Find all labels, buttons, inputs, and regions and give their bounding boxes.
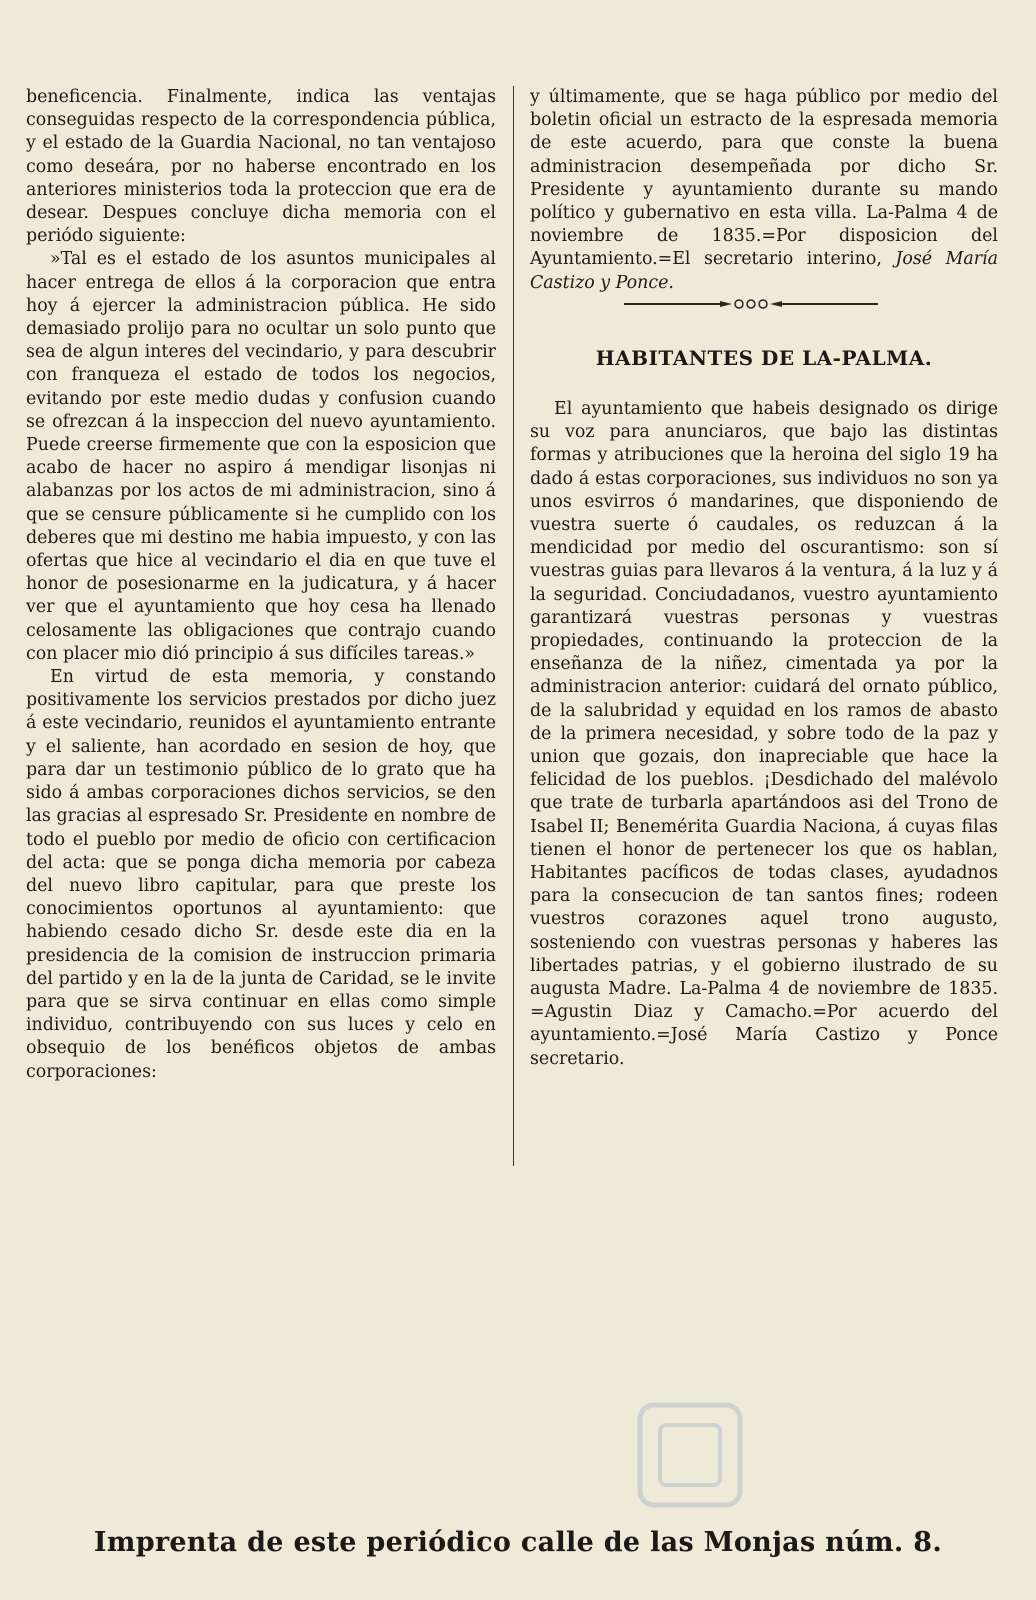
printer-footer: Imprenta de este periódico calle de las Monjas núm. 8. (93, 1527, 943, 1558)
column-divider (513, 86, 514, 1166)
section-heading: HABITANTES DE LA-PALMA. (595, 346, 933, 370)
right-paragraph-1-text: y últimamente, que se haga público por medio del boletin oficial un estracto de la espresada memoria de este acuerdo, para que conste la buena administracion desempeñada por dicho Sr. Presidente y ayuntamiento durante su mando político y gubernativo en esta villa. La-Palma 4 de noviembre de 1835.=Por disposicion del Ayuntamiento.=El secretario interino, (530, 87, 998, 270)
left-paragraph-1: beneficencia. Finalmente, indica las ventajas conseguidas respecto de la correspondencia pública, y el estado de la Guardia Nacional, no tan ventajoso como deseára, por no haberse encontrado en los anteriores ministerios toda la proteccion que era de desear. Despues concluye dicha memoria con el periódo siguiente: (26, 87, 496, 247)
right-paragraph-2: El ayuntamiento que habeis designado os dirige su voz para anunciaros, que bajo las distintas formas y atribuciones que la heroina del siglo 19 ha dado á estas corporaciones, sus individuos no son ya unos esvirros ó mandarines, que disponiendo de vuestra suerte ó caudales, os reduzcan á la mendicidad por medio del oscurantismo: son sí vuestras guias para llevaros á la ventura, á la luz y á la seguridad. Conciudadanos, vuestro ayuntamiento garantizará vuestras personas y vuestras propiedades, continuando la proteccion de la enseñanza de la niñez, cimentada ya por la administracion anterior: cuidará del ornato público, de la salubridad y equidad en los ramos de abasto de la primera necesidad, y sobre todo de la paz y union que gozais, don inapreciable que hace la felicidad de los pueblos. ¡Desdichado del malévolo que trate de turbarla apartándoos asi del Trono de Isabel II; Benemérita Guardia Naciona, á cuyas filas tienen el honor de pertenecer los que os hablan, Habitantes pacíficos de todas clases, ayudadnos para la consecucion de tan santos fines; rodeen vuestros corazones aquel trono augusto, sosteniendo con vuestras personas y haberes las libertades patrias, y el gobierno ilustrado de su augusta Madre. La-Palma 4 de noviembre de 1835. =Agustin Diaz y Camacho.=Por acuerdo del ayuntamiento.=José María Castizo y Ponce secretario. (530, 399, 998, 1069)
signature-secretary: José María Castizo y Ponce. (530, 249, 998, 293)
library-stamp-watermark (620, 1395, 760, 1515)
right-paragraph-1 (530, 86, 998, 295)
left-paragraph-3: En virtud de esta memoria, y constando positivamente los servicios prestados por dicho juez á este vecindario, reunidos el ayuntamiento entrante y el saliente, han acordado en sesion de hoy, que para dar un testimonio público de lo grato que ha sido á ambas corporaciones dichos servicios, se den las gracias al espresado Sr. Presidente en nombre de todo el pueblo por medio de oficio con certificacion del acta: que se ponga dicha memoria por cabeza del nuevo libro capitular, para que preste los conocimientos oportunos al ayuntamiento: que habiendo cesado dicho Sr. desde este dia en la presidencia de la comision de instruccion primaria del partido y en la de la junta de Caridad, se le invite para que se sirva continuar en ellas como simple individuo, contribuyendo con sus luces y celo en obsequio de los benéficos objetos de ambas corporaciones: (26, 667, 496, 1082)
right-column-body (530, 398, 998, 1071)
right-column-top (530, 86, 998, 295)
ornament-divider (624, 297, 878, 311)
left-column (26, 86, 496, 1084)
left-paragraph-2: »Tal es el estado de los asuntos municipales al hacer entrega de ellos á la corporacion que entra hoy á ejercer la administracion pública. He sido demasiado prolijo para no ocultar un solo punto que sea de algun interes del vecindario, y para descubrir con franqueza el estado de todos los negocios, evitando por este medio dudas y confusion cuando se ofrezcan á la inspeccion del nuevo ayuntamiento. Puede creerse firmemente que con la esposicion que acabo de hacer no aspiro á mendigar lisonjas ni alabanzas por los actos de mi administracion, sino á que se censure públicamente si he cumplido con los deberes que mi destino me habia impuesto, y con las ofertas que hice al vecindario el dia en que tuve el honor de posesionarme en la judicatura, y á hacer ver que el ayuntamiento que hoy cesa ha llenado celosamente las obligaciones que contrajo cuando con placer mio dió principio á sus difíciles tareas.» (26, 249, 496, 664)
